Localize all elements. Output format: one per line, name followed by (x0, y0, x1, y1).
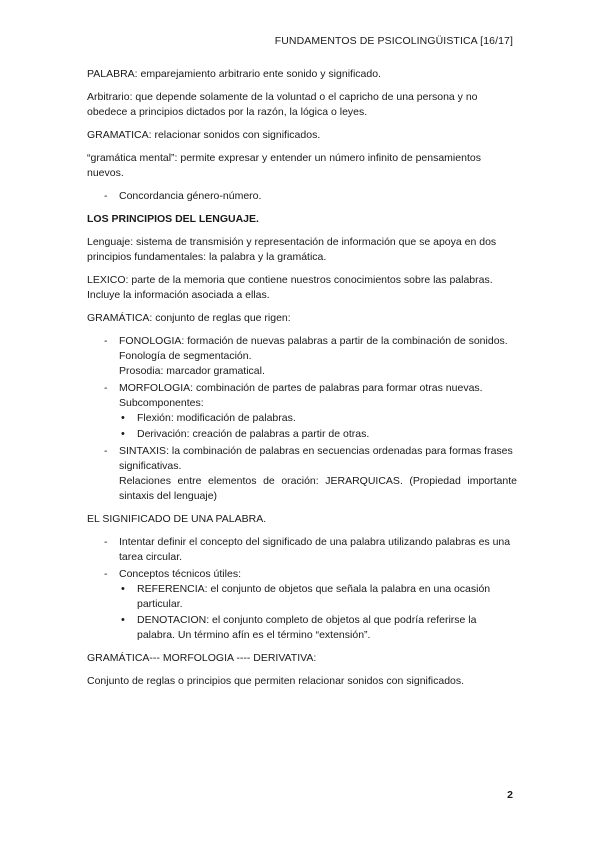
subcomponentes-text: Subcomponentes: (119, 397, 204, 409)
paragraph-gramatica: GRAMATICA: relacionar sonidos con significados. (87, 129, 321, 141)
list-item-derivacion: • Derivación: creación de palabras a partir de otras. (119, 427, 517, 442)
list-item: - Concordancia género-número. (87, 189, 517, 204)
list-item-conceptos (87, 567, 517, 643)
grammar-components-list (87, 334, 517, 504)
page-number: 2 (507, 789, 513, 801)
fonologia-text: - FONOLOGIA: formación de nuevas palabras a partir de la combinación de sonidos. Fonología de segmentación. (119, 335, 508, 362)
paragraph-lexico: LEXICO: parte de la memoria que contiene nuestros conocimientos sobre las palabras. Incluye la información asociada a ellas. (87, 274, 493, 301)
closing-paragraph: Conjunto de reglas o principios que permiten relacionar sonidos con significados. (87, 675, 465, 687)
significado-list (87, 535, 517, 643)
section-heading-significado: EL SIGNIFICADO DE UNA PALABRA. (87, 513, 267, 525)
list-item-morfologia (87, 381, 517, 442)
paragraph-gramatica-reglas: GRAMÁTICA: conjunto de reglas que rigen: (87, 312, 291, 324)
paragraph-gramatica-mental: “gramática mental”: permite expresar y entender un número infinito de pensamientos nuevos. (87, 152, 481, 179)
document-body (87, 67, 517, 697)
conceptos-text: - Conceptos técnicos útiles: (119, 568, 241, 580)
prosodia-text: Prosodia: marcador gramatical. (119, 365, 265, 377)
closing-heading: GRAMÁTICA--- MORFOLOGIA ---- DERIVATIVA: (87, 652, 317, 664)
list-item-fonologia (87, 334, 517, 379)
paragraph-arbitrario: Arbitrario: que depende solamente de la voluntad o el capricho de una persona y no obedece a principios dictados por la razón, la lógica o leyes. (87, 91, 478, 118)
list-item-denotacion: • DENOTACION: el conjunto completo de objetos al que podría referirse la palabra. Un término afín es el término “extensión”. (119, 613, 517, 643)
list-item-sintaxis (87, 444, 517, 504)
sintaxis-text: - SINTAXIS: la combinación de palabras en secuencias ordenadas para formas frases significativas. (119, 445, 513, 472)
section-heading-principios: LOS PRINCIPIOS DEL LENGUAJE. (87, 213, 259, 225)
list-item-flexion: • Flexión: modificación de palabras. (119, 411, 517, 426)
list-item-referencia: • REFERENCIA: el conjunto de objetos que señala la palabra en una ocasión particular. (119, 582, 517, 612)
list-item-definir: - Intentar definir el concepto del significado de una palabra utilizando palabras es una tarea circular. (87, 535, 517, 565)
paragraph-palabra: PALABRA: emparejamiento arbitrario ente sonido y significado. (87, 68, 381, 80)
concordancia-list (87, 189, 517, 204)
subcomponentes-list (119, 411, 517, 442)
conceptos-list (119, 582, 517, 643)
morfologia-text: - MORFOLOGIA: combinación de partes de palabras para formar otras nuevas. (119, 382, 483, 394)
document-header: FUNDAMENTOS DE PSICOLINGÜISTICA [16/17] (274, 35, 513, 47)
paragraph-lenguaje: Lenguaje: sistema de transmisión y representación de información que se apoya en dos principios fundamentales: la palabra y la gramática. (87, 236, 497, 263)
relaciones-text: Relaciones entre elementos de oración: JERARQUICAS. (Propiedad importante sintaxis del lenguaje) (119, 475, 517, 502)
